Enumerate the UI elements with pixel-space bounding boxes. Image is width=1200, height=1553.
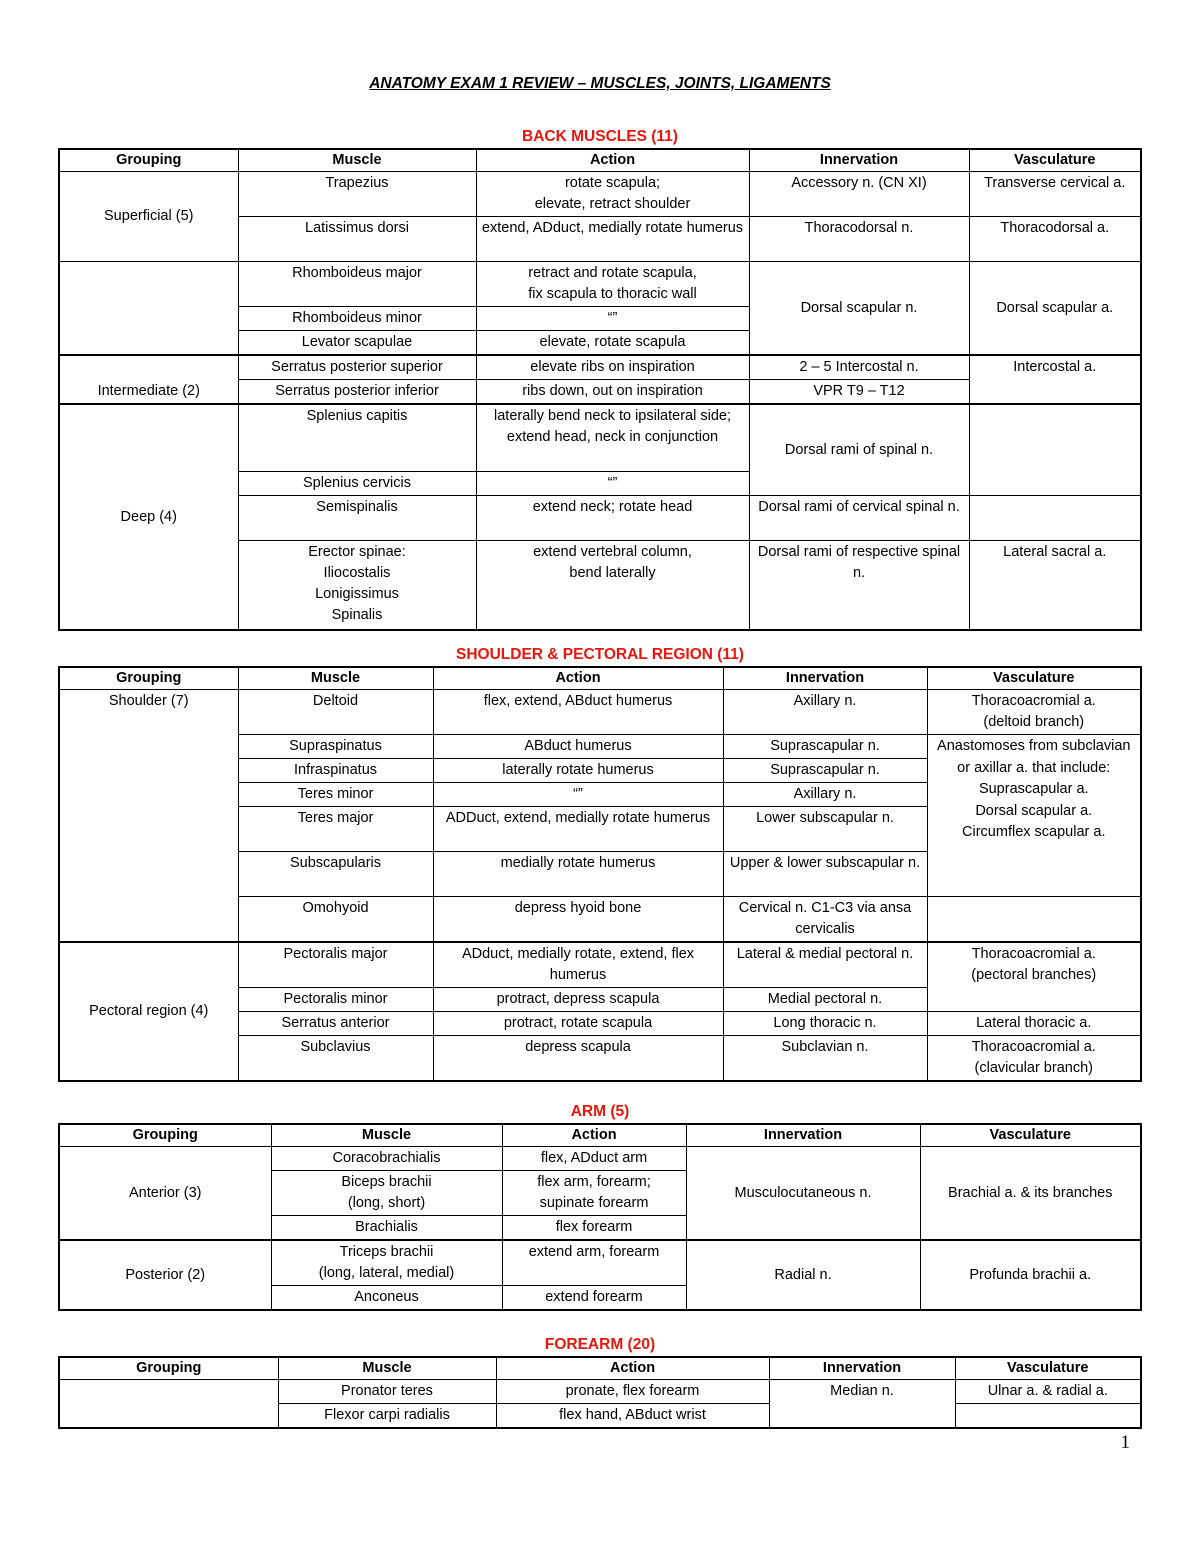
action-cell: flex, ADduct arm: [502, 1147, 686, 1171]
innervation-cell: Dorsal rami of respective spinal n.: [749, 541, 969, 631]
vasculature-cell: Anastomoses from subclavian or axillar a. that include: Suprascapular a. Dorsal scapular a. Circumflex scapular a.: [927, 735, 1141, 897]
action-cell: extend neck; rotate head: [476, 496, 749, 541]
muscle-cell: Subclavius: [238, 1036, 433, 1082]
section-title: BACK MUSCLES (11): [522, 128, 678, 145]
header-vasculature: Vasculature: [955, 1357, 1141, 1380]
muscle-cell: Rhomboideus minor: [238, 307, 476, 331]
header-innervation: Innervation: [686, 1124, 920, 1147]
back-muscles-table: [58, 148, 1142, 631]
action-cell: “”: [433, 783, 723, 807]
grouping-cell: Deep (4): [59, 404, 238, 630]
innervation-cell: Medial pectoral n.: [723, 988, 927, 1012]
grouping-cell: Posterior (2): [59, 1240, 271, 1310]
action-cell: elevate ribs on inspiration: [476, 355, 749, 380]
muscle-cell: Brachialis: [271, 1216, 502, 1241]
muscle-cell: Teres minor: [238, 783, 433, 807]
grouping-cell: Pectoral region (4): [59, 942, 238, 1081]
vasculature-cell: Lateral thoracic a.: [927, 1012, 1141, 1036]
grouping-cell: Anterior (3): [59, 1147, 271, 1241]
section-title: ARM (5): [570, 1103, 630, 1120]
innervation-cell: Upper & lower subscapular n.: [723, 852, 927, 897]
vasculature-cell: Transverse cervical a.: [969, 172, 1141, 217]
header-innervation: Innervation: [769, 1357, 955, 1380]
muscle-cell: Biceps brachii (long, short): [271, 1171, 502, 1216]
innervation-cell: Musculocutaneous n.: [686, 1147, 920, 1241]
action-cell: extend, ADduct, medially rotate humerus: [476, 217, 749, 262]
forearm-section: [58, 1334, 1142, 1429]
header-grouping: Grouping: [59, 1357, 278, 1380]
shoulder-pectoral-table: [58, 666, 1142, 1082]
action-cell: extend vertebral column, bend laterally: [476, 541, 749, 631]
action-cell: flex, extend, ABduct humerus: [433, 690, 723, 735]
muscle-cell: Deltoid: [238, 690, 433, 735]
action-cell: ADDuct, extend, medially rotate humerus: [433, 807, 723, 852]
section-title: SHOULDER & PECTORAL REGION (11): [456, 646, 744, 663]
action-cell: “”: [476, 472, 749, 496]
vasculature-cell: Intercostal a.: [969, 355, 1141, 404]
innervation-cell: Dorsal scapular n.: [749, 262, 969, 356]
muscle-cell: Subscapularis: [238, 852, 433, 897]
innervation-cell: Axillary n.: [723, 690, 927, 735]
vasculature-cell: Thoracoacromial a. (pectoral branches): [927, 942, 1141, 1012]
grouping-cell: Shoulder (7): [59, 690, 238, 943]
vasculature-cell: Ulnar a. & radial a.: [955, 1380, 1141, 1404]
page-title: ANATOMY EXAM 1 REVIEW – MUSCLES, JOINTS, LIGAMENTS: [369, 75, 831, 92]
action-cell: flex forearm: [502, 1216, 686, 1241]
action-cell: laterally bend neck to ipsilateral side; extend head, neck in conjunction: [476, 404, 749, 472]
action-cell: depress hyoid bone: [433, 897, 723, 943]
header-action: Action: [496, 1357, 769, 1380]
action-cell: elevate, rotate scapula: [476, 331, 749, 356]
muscle-cell: Serratus anterior: [238, 1012, 433, 1036]
table-header-row: [59, 149, 1141, 172]
section-title: FOREARM (20): [544, 1336, 656, 1353]
action-cell: medially rotate humerus: [433, 852, 723, 897]
innervation-cell: Median n.: [769, 1380, 955, 1429]
muscle-cell: Supraspinatus: [238, 735, 433, 759]
action-cell: rotate scapula; elevate, retract shoulder: [476, 172, 749, 217]
table-row: [59, 1240, 1141, 1286]
header-muscle: Muscle: [271, 1124, 502, 1147]
grouping-cell: [59, 1380, 278, 1429]
muscle-cell: Latissimus dorsi: [238, 217, 476, 262]
page-number: 1: [1120, 1432, 1130, 1453]
header-action: Action: [476, 149, 749, 172]
muscle-cell: Rhomboideus major: [238, 262, 476, 307]
arm-section: [58, 1101, 1142, 1311]
action-cell: flex arm, forearm; supinate forearm: [502, 1171, 686, 1216]
muscle-cell: Infraspinatus: [238, 759, 433, 783]
header-innervation: Innervation: [749, 149, 969, 172]
header-action: Action: [502, 1124, 686, 1147]
table-row: [59, 1380, 1141, 1404]
action-cell: ADduct, medially rotate, extend, flex humerus: [433, 942, 723, 988]
muscle-cell: Pectoralis major: [238, 942, 433, 988]
header-vasculature: Vasculature: [927, 667, 1141, 690]
muscle-cell: Pronator teres: [278, 1380, 496, 1404]
table-row: [59, 690, 1141, 735]
vasculature-cell: Lateral sacral a.: [969, 541, 1141, 631]
table-header-row: [59, 1357, 1141, 1380]
muscle-cell: Anconeus: [271, 1286, 502, 1311]
action-cell: protract, rotate scapula: [433, 1012, 723, 1036]
muscle-cell: Coracobrachialis: [271, 1147, 502, 1171]
muscle-cell: Trapezius: [238, 172, 476, 217]
innervation-cell: Lateral & medial pectoral n.: [723, 942, 927, 988]
grouping-cell: Intermediate (2): [59, 355, 238, 404]
header-vasculature: Vasculature: [920, 1124, 1141, 1147]
header-muscle: Muscle: [238, 149, 476, 172]
muscle-cell: Omohyoid: [238, 897, 433, 943]
header-vasculature: Vasculature: [969, 149, 1141, 172]
action-cell: extend forearm: [502, 1286, 686, 1311]
table-row: [59, 355, 1141, 380]
header-grouping: Grouping: [59, 149, 238, 172]
action-cell: pronate, flex forearm: [496, 1380, 769, 1404]
innervation-cell: VPR T9 – T12: [749, 380, 969, 405]
innervation-cell: Subclavian n.: [723, 1036, 927, 1082]
vasculature-cell: Dorsal scapular a.: [969, 262, 1141, 356]
muscle-cell: Teres major: [238, 807, 433, 852]
vasculature-cell: [927, 897, 1141, 943]
header-grouping: Grouping: [59, 667, 238, 690]
muscle-cell: Flexor carpi radialis: [278, 1404, 496, 1429]
muscle-cell: Levator scapulae: [238, 331, 476, 356]
action-cell: extend arm, forearm: [502, 1240, 686, 1286]
table-row: [59, 172, 1141, 217]
header-grouping: Grouping: [59, 1124, 271, 1147]
vasculature-cell: [969, 404, 1141, 496]
action-cell: retract and rotate scapula, fix scapula to thoracic wall: [476, 262, 749, 307]
innervation-cell: Dorsal rami of spinal n.: [749, 404, 969, 496]
muscle-cell: Triceps brachii (long, lateral, medial): [271, 1240, 502, 1286]
back-muscles-section: [58, 126, 1142, 631]
innervation-cell: Accessory n. (CN XI): [749, 172, 969, 217]
vasculature-cell: Thoracoacromial a. (clavicular branch): [927, 1036, 1141, 1082]
muscle-cell: Serratus posterior superior: [238, 355, 476, 380]
muscle-cell: Splenius cervicis: [238, 472, 476, 496]
header-muscle: Muscle: [238, 667, 433, 690]
header-muscle: Muscle: [278, 1357, 496, 1380]
vasculature-cell: Profunda brachii a.: [920, 1240, 1141, 1310]
grouping-cell: Superficial (5): [59, 172, 238, 262]
action-cell: flex hand, ABduct wrist: [496, 1404, 769, 1429]
table-header-row: [59, 667, 1141, 690]
innervation-cell: Thoracodorsal n.: [749, 217, 969, 262]
innervation-cell: 2 – 5 Intercostal n.: [749, 355, 969, 380]
action-cell: protract, depress scapula: [433, 988, 723, 1012]
action-cell: depress scapula: [433, 1036, 723, 1082]
innervation-cell: Suprascapular n.: [723, 759, 927, 783]
innervation-cell: Suprascapular n.: [723, 735, 927, 759]
table-header-row: [59, 1124, 1141, 1147]
vasculature-cell: Brachial a. & its branches: [920, 1147, 1141, 1241]
table-row: [59, 404, 1141, 472]
innervation-cell: Axillary n.: [723, 783, 927, 807]
action-cell: ribs down, out on inspiration: [476, 380, 749, 405]
muscle-cell: Splenius capitis: [238, 404, 476, 472]
muscle-cell: Erector spinae: Iliocostalis Lonigissimus Spinalis: [238, 541, 476, 631]
muscle-cell: Pectoralis minor: [238, 988, 433, 1012]
action-cell: “”: [476, 307, 749, 331]
arm-table: [58, 1123, 1142, 1311]
innervation-cell: Cervical n. C1-C3 via ansa cervicalis: [723, 897, 927, 943]
grouping-cell-continued: [59, 262, 238, 356]
vasculature-cell: Thoracodorsal a.: [969, 217, 1141, 262]
forearm-table: [58, 1356, 1142, 1429]
innervation-cell: Lower subscapular n.: [723, 807, 927, 852]
vasculature-cell: [969, 496, 1141, 541]
header-innervation: Innervation: [723, 667, 927, 690]
table-row: [59, 942, 1141, 988]
header-action: Action: [433, 667, 723, 690]
muscle-cell: Serratus posterior inferior: [238, 380, 476, 405]
muscle-cell: Semispinalis: [238, 496, 476, 541]
vasculature-cell: [955, 1404, 1141, 1429]
innervation-cell: Radial n.: [686, 1240, 920, 1310]
vasculature-cell: Thoracoacromial a. (deltoid branch): [927, 690, 1141, 735]
innervation-cell: Dorsal rami of cervical spinal n.: [749, 496, 969, 541]
table-row: [59, 262, 1141, 307]
action-cell: ABduct humerus: [433, 735, 723, 759]
innervation-cell: Long thoracic n.: [723, 1012, 927, 1036]
shoulder-pectoral-section: [58, 644, 1142, 1082]
table-row: [59, 1147, 1141, 1171]
action-cell: laterally rotate humerus: [433, 759, 723, 783]
